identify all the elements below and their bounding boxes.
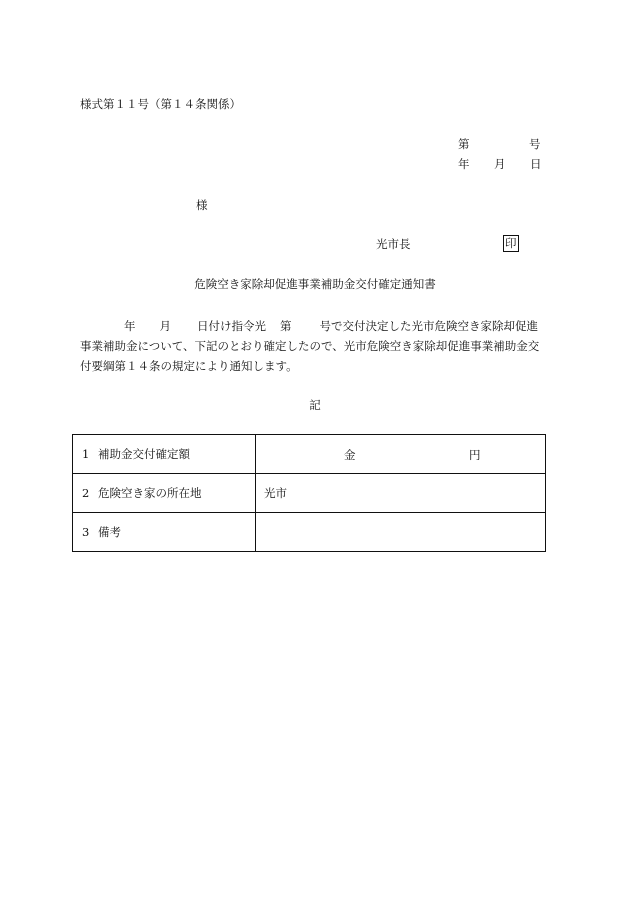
date-year: 年 [458,157,470,171]
location-value: 光市 [264,486,287,500]
table-row [73,474,546,513]
body-paragraph [80,316,550,376]
row-label [73,435,256,474]
amount-field [264,447,545,461]
row-value [256,474,546,513]
amount-suffix: 円 [469,448,481,462]
row-label-text: 補助金交付確定額 [98,447,190,461]
body-line-3: 付要綱第１４条の規定により通知します。 [80,359,298,373]
row-value [256,513,546,552]
addressee-honorific: 様 [196,198,208,212]
row-number: 3 [82,525,90,539]
doc-number-prefix: 第 [458,137,470,151]
form-number: 様式第１１号（第１４条関係） [80,97,241,111]
date-day: 日 [530,157,542,171]
doc-number-suffix: 号 [529,137,541,151]
seal-mark: 印 [505,236,517,250]
items-table [72,434,546,552]
body-dai: 第 [280,319,292,333]
row-value [256,435,546,474]
body-month: 月 [159,319,171,333]
row-number: 2 [82,486,90,500]
body-line-2: 事業補助金について、下記のとおり確定したので、光市危険空き家除却促進事業補助金交 [80,339,540,353]
row-label [73,474,256,513]
row-label-text: 危険空き家の所在地 [98,486,202,500]
body-line-1 [80,316,550,336]
body-date-ref: 日付け指令光 [197,319,266,333]
row-label-text: 備考 [98,525,121,539]
issuer-name: 光市長 [376,237,411,251]
body-line1-rest: 号で交付決定した光市危険空き家除却促進 [319,319,538,333]
table-row [73,435,546,474]
row-number: 1 [82,447,90,461]
ki-heading: 記 [309,398,321,412]
date-month: 月 [494,157,506,171]
document-title: 危険空き家除却促進事業補助金交付確定通知書 [194,277,436,291]
row-label [73,513,256,552]
amount-prefix: 金 [344,448,356,462]
body-year: 年 [124,319,136,333]
table-row [73,513,546,552]
